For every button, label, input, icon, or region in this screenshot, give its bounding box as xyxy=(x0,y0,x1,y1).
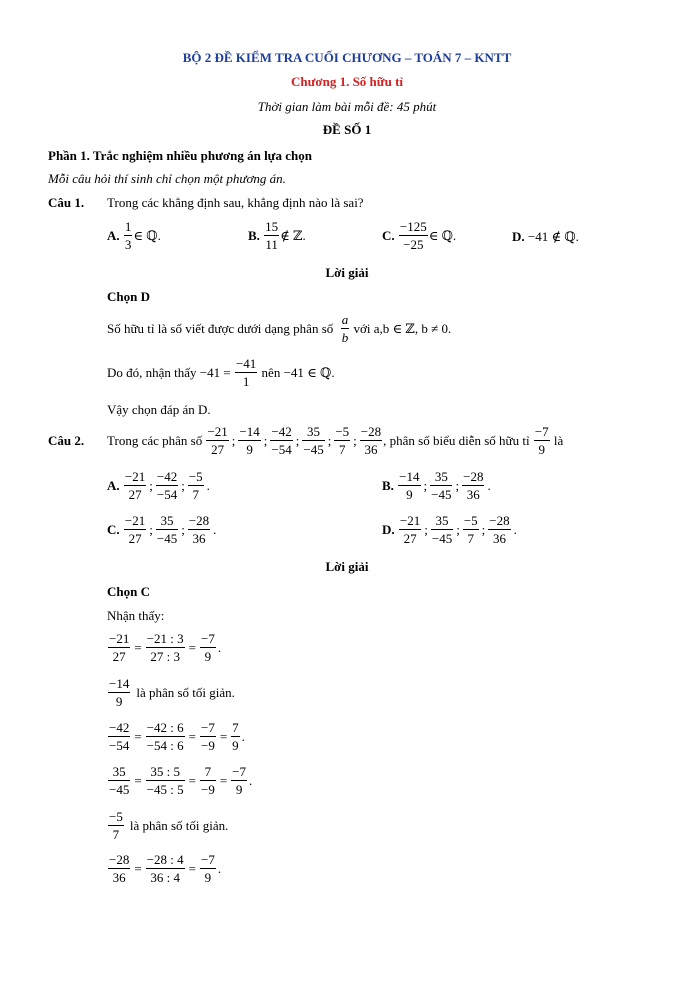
step-fraction xyxy=(108,765,130,796)
numerator: a xyxy=(341,312,349,327)
q2-option-c-label: C. xyxy=(107,521,120,537)
denominator: 27 : 3 xyxy=(150,649,180,664)
numerator: −21 xyxy=(124,469,146,484)
q2-observe: Nhận thấy: xyxy=(107,608,165,623)
option-fraction xyxy=(399,514,421,545)
denominator: −45 xyxy=(303,442,324,457)
numerator: −42 xyxy=(271,424,292,439)
q1-option-c xyxy=(382,220,456,251)
numerator: −5 xyxy=(335,424,350,439)
q2-stem xyxy=(48,425,563,456)
q1-option-a-label: A. xyxy=(107,227,120,243)
separator: . xyxy=(513,521,517,537)
equals-sign: = xyxy=(188,772,196,788)
option-fraction xyxy=(188,470,204,501)
q1-option-c-fraction xyxy=(399,220,428,251)
q2-fraction xyxy=(206,425,228,456)
option-fraction xyxy=(124,470,146,501)
q1-solution-line3: Vậy chọn đáp án D. xyxy=(107,402,211,417)
part-note: Mỗi câu hỏi thí sinh chỉ chọn một phương án. xyxy=(48,171,286,186)
q2-choice: Chọn C xyxy=(107,584,150,599)
step-fraction xyxy=(146,721,185,752)
numerator: −21 xyxy=(109,631,130,646)
numerator: −41 xyxy=(235,356,257,371)
denominator: 11 xyxy=(265,237,278,252)
equals-sign: = xyxy=(134,772,142,788)
denominator: 9 xyxy=(204,649,212,664)
denominator: 36 xyxy=(192,531,206,546)
q2-fraction xyxy=(238,425,260,456)
step-fraction xyxy=(231,721,240,752)
numerator: −28 xyxy=(188,513,210,528)
step-fraction xyxy=(200,632,216,663)
option-fraction xyxy=(156,470,178,501)
q2-option-d-fractions xyxy=(398,514,519,545)
numerator: 35 xyxy=(108,765,130,781)
denominator: 27 xyxy=(128,487,142,502)
q2-option-c xyxy=(107,514,218,545)
denominator: 27 xyxy=(112,649,126,664)
option-fraction xyxy=(188,514,210,545)
numerator: −125 xyxy=(399,219,427,234)
q1-line1-fraction xyxy=(341,313,350,344)
denominator: 9 xyxy=(115,694,123,709)
numerator: 35 xyxy=(430,470,452,486)
numerator: −14 xyxy=(399,469,420,484)
numerator: −21 xyxy=(399,513,421,528)
denominator: 9 xyxy=(232,738,239,753)
equals-sign: = xyxy=(188,639,196,655)
numerator: −7 xyxy=(200,720,215,735)
q1-line2-tail: nên −41 ∈ ℚ. xyxy=(261,364,335,380)
numerator: −5 xyxy=(188,469,203,484)
numerator: −42 : 6 xyxy=(146,720,184,735)
numerator: 35 : 5 xyxy=(146,765,185,781)
denominator: −54 xyxy=(156,487,178,502)
numerator: −5 xyxy=(109,809,123,824)
q2-fraction xyxy=(302,425,324,456)
numerator: −28 xyxy=(109,852,130,867)
q2-option-a xyxy=(107,470,212,501)
separator: ; xyxy=(481,521,486,537)
q2-option-d-label: D. xyxy=(382,521,395,537)
part-title: Phần 1. Trắc nghiệm nhiều phương án lựa chọn xyxy=(48,148,312,163)
numerator: −7 xyxy=(232,764,247,779)
denominator: −45 : 5 xyxy=(146,782,184,797)
denominator: 36 xyxy=(364,442,378,457)
step-fraction xyxy=(231,765,247,796)
step-fraction xyxy=(108,810,124,841)
numerator: −5 xyxy=(463,513,478,528)
step-tail: là phân số tối giản. xyxy=(129,817,229,833)
numerator: −42 xyxy=(109,720,130,735)
numerator: 1 xyxy=(124,219,132,234)
q1-option-c-rel: ∈ ℚ. xyxy=(428,227,457,243)
denominator: 7 xyxy=(112,827,120,842)
denominator: 9 xyxy=(235,782,243,797)
denominator: 27 xyxy=(128,531,142,546)
numerator: −7 xyxy=(200,852,215,867)
q2-step xyxy=(107,721,245,752)
denominator: −54 xyxy=(271,442,292,457)
separator: ; xyxy=(456,521,460,537)
q1-option-b-rel: ∉ ℤ. xyxy=(280,227,306,243)
denominator: −25 xyxy=(403,237,424,252)
q2-text-before: Trong các phân số xyxy=(107,432,203,448)
q2-text-after: , phân số biểu diễn số hữu tỉ xyxy=(383,432,530,448)
denominator: 7 xyxy=(192,487,199,502)
step-tail: . xyxy=(241,728,245,744)
q2-option-b-label: B. xyxy=(382,477,394,493)
q2-step xyxy=(107,810,228,841)
denominator: 9 xyxy=(204,870,212,885)
separator: . xyxy=(487,477,491,493)
exam-number: ĐỀ SỐ 1 xyxy=(322,122,372,137)
q1-label: Câu 1. xyxy=(48,195,85,210)
option-fraction xyxy=(462,470,484,501)
numerator: 7 xyxy=(200,765,216,781)
denominator: −45 xyxy=(109,782,130,797)
numerator: −28 xyxy=(489,513,510,528)
separator: ; xyxy=(455,477,460,493)
separator: ; xyxy=(149,521,153,537)
denominator: 9 xyxy=(246,442,253,457)
q1-option-c-label: C. xyxy=(382,227,395,243)
numerator: −42 xyxy=(156,469,178,484)
option-fraction xyxy=(430,470,452,501)
step-tail: . xyxy=(217,860,222,876)
separator: . xyxy=(213,521,217,537)
equals-sign: = xyxy=(219,772,228,788)
denominator: 27 xyxy=(403,531,417,546)
separator: ; xyxy=(423,477,428,493)
separator: ; xyxy=(424,521,428,537)
q2-fraction xyxy=(270,425,292,456)
step-tail: là phân số tối giản. xyxy=(136,684,235,700)
q2-label: Câu 2. xyxy=(48,432,85,448)
q1-option-b-fraction xyxy=(264,220,279,251)
denominator: b xyxy=(341,330,349,345)
step-fraction xyxy=(200,721,216,752)
step-fraction xyxy=(108,721,130,752)
separator: ; xyxy=(327,432,332,448)
q2-option-c-fractions xyxy=(123,514,219,545)
step-fraction xyxy=(108,853,130,884)
chapter-title: Chương 1. Số hữu tỉ xyxy=(290,74,404,89)
numerator: 35 xyxy=(431,514,453,530)
separator: ; xyxy=(181,477,185,493)
denominator: 36 xyxy=(112,870,126,885)
q1-option-a xyxy=(107,220,161,251)
step-tail: . xyxy=(249,772,253,788)
step-fraction xyxy=(146,765,185,796)
denominator: −45 xyxy=(431,531,453,546)
numerator: −28 xyxy=(360,424,382,439)
denominator: −45 xyxy=(156,531,178,546)
denominator: 36 xyxy=(492,531,506,546)
q1-option-a-rel: ∈ ℚ. xyxy=(133,227,161,243)
q1-line1-text: Số hữu tỉ là số viết được dưới dạng phân số xyxy=(107,320,334,336)
numerator: −28 xyxy=(463,469,484,484)
step-fraction xyxy=(200,853,216,884)
numerator: 7 xyxy=(232,720,239,735)
q2-fraction xyxy=(334,425,350,456)
q1-solution-title: Lời giải xyxy=(325,265,369,280)
q2-step xyxy=(107,765,252,796)
q1-solution-line2 xyxy=(107,357,335,388)
numerator: −14 xyxy=(239,424,260,439)
denominator: 9 xyxy=(538,442,545,457)
denominator: 7 xyxy=(467,531,474,546)
numerator: 15 xyxy=(265,219,279,234)
separator: ; xyxy=(353,432,357,448)
step-fraction xyxy=(146,853,185,884)
denominator: 3 xyxy=(124,237,132,252)
numerator: 35 xyxy=(302,425,324,441)
numerator: 35 xyxy=(156,514,178,530)
denominator: 1 xyxy=(242,374,250,389)
separator: ; xyxy=(181,521,185,537)
separator: ; xyxy=(263,432,268,448)
step-fraction xyxy=(146,632,185,663)
q2-option-d xyxy=(382,514,519,545)
q1-choice: Chọn D xyxy=(107,289,150,304)
denominator: 7 xyxy=(339,442,346,457)
numerator: −21 xyxy=(207,424,228,439)
q1-line2-text: Do đó, nhận thấy −41 = xyxy=(107,364,231,380)
q2-step xyxy=(107,632,221,663)
numerator: −21 : 3 xyxy=(146,631,184,646)
q2-option-a-fractions xyxy=(123,470,212,501)
step-fraction xyxy=(108,632,130,663)
equals-sign: = xyxy=(188,728,196,744)
q2-step xyxy=(107,853,221,884)
equals-sign: = xyxy=(219,728,228,744)
option-fraction xyxy=(431,514,453,545)
step-fraction xyxy=(200,765,216,796)
equals-sign: = xyxy=(134,728,142,744)
numerator: −14 xyxy=(109,676,130,691)
q1-solution-line1 xyxy=(107,313,451,344)
q1-option-a-fraction xyxy=(124,220,133,251)
q2-option-a-label: A. xyxy=(107,477,120,493)
step-tail: . xyxy=(217,639,222,655)
option-fraction xyxy=(463,514,479,545)
q2-option-b xyxy=(382,470,493,501)
numerator: −28 : 4 xyxy=(146,852,184,867)
q1-text: Trong các khẳng định sau, khẳng định nào là sai? xyxy=(107,195,364,210)
denominator: −54 : 6 xyxy=(146,738,184,753)
denominator: −54 xyxy=(109,738,130,753)
denominator: 36 : 4 xyxy=(150,870,180,885)
q1-line2-fraction xyxy=(235,357,257,388)
q2-text-end: là xyxy=(553,432,564,448)
denominator: −9 xyxy=(200,738,215,753)
doc-title: BỘ 2 ĐỀ KIỂM TRA CUỐI CHƯƠNG – TOÁN 7 – KNTT xyxy=(182,50,512,65)
option-fraction xyxy=(124,514,146,545)
q2-fraction-list xyxy=(205,425,383,456)
option-fraction xyxy=(398,470,420,501)
q2-fraction xyxy=(360,425,382,456)
denominator: −45 xyxy=(431,487,452,502)
separator: ; xyxy=(231,432,236,448)
q1-option-d-text: −41 ∉ ℚ. xyxy=(527,229,579,244)
separator: ; xyxy=(149,477,153,493)
q2-solution-title: Lời giải xyxy=(325,559,369,574)
q2-target-fraction xyxy=(534,425,550,456)
equals-sign: = xyxy=(188,860,196,876)
step-fraction xyxy=(108,677,130,708)
option-fraction xyxy=(156,514,178,545)
denominator: 9 xyxy=(406,487,413,502)
q2-step xyxy=(107,677,235,708)
numerator: −7 xyxy=(534,424,549,439)
q1-option-b-label: B. xyxy=(248,227,260,243)
denominator: 27 xyxy=(211,442,225,457)
q1-line1-tail: với a,b ∈ ℤ, b ≠ 0. xyxy=(353,320,452,336)
separator: ; xyxy=(295,432,300,448)
denominator: −9 xyxy=(200,782,215,797)
time-limit: Thời gian làm bài mỗi đề: 45 phút xyxy=(257,99,437,114)
option-fraction xyxy=(488,514,510,545)
separator: . xyxy=(206,477,210,493)
equals-sign: = xyxy=(134,860,142,876)
q2-option-b-fractions xyxy=(397,470,493,501)
q1-option-d-label: D. xyxy=(512,229,525,244)
denominator: 36 xyxy=(466,487,480,502)
equals-sign: = xyxy=(134,639,142,655)
q1-option-d xyxy=(512,229,579,245)
numerator: −21 xyxy=(124,513,146,528)
q1-option-b xyxy=(248,220,306,251)
numerator: −7 xyxy=(200,631,215,646)
